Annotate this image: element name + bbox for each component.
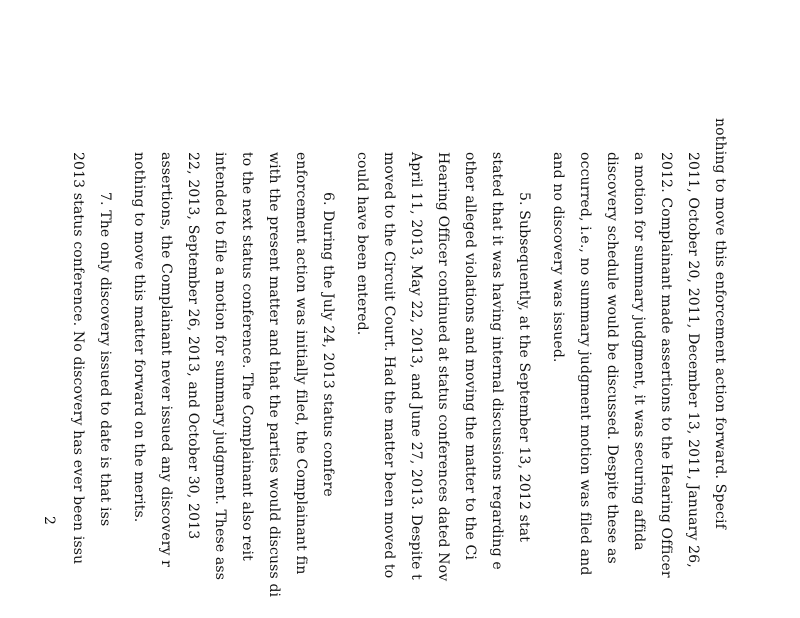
body-line: 6. During the July 24, 2013 status confere bbox=[320, 192, 336, 497]
body-line: 7. The only discovery issued to date is that iss bbox=[97, 192, 113, 527]
body-line: intended to file a motion for summary judgment. These ass bbox=[212, 152, 228, 581]
body-line: discovery schedule would be discussed. Despite these as bbox=[604, 152, 620, 564]
body-line: 2012. Complainant made assertions to the Hearing Officer bbox=[658, 152, 674, 578]
body-line: Hearing Officer continued at status conferences dated Nov bbox=[435, 152, 451, 582]
body-line: and no discovery was issued. bbox=[550, 152, 566, 363]
body-line: nothing to move this enforcement action forward. Specif bbox=[712, 118, 728, 529]
body-line: could have been entered. bbox=[354, 152, 370, 336]
body-line: April 11, 2013, May 22, 2013, and June 27, 2013. Despite t bbox=[408, 152, 424, 580]
body-line: 22, 2013, September 26, 2013, and October 30, 2013 bbox=[185, 152, 201, 540]
body-line: nothing to move this matter forward on the merits. bbox=[131, 152, 147, 523]
body-line: to the next status conference. The Complainant also reit bbox=[239, 152, 255, 561]
body-line: 2013 status conference. No discovery has ever been issu bbox=[70, 152, 86, 565]
page-number: 2 bbox=[41, 516, 57, 525]
body-line: occurred, i.e., no summary judgment motion was filed and bbox=[577, 152, 593, 576]
body-line: other alleged violations and moving the matter to the Ci bbox=[462, 152, 478, 561]
body-line: moved to the Circuit Court. Had the matter been moved to bbox=[381, 152, 397, 579]
body-line: stated that it was having internal discussions regarding e bbox=[489, 152, 505, 570]
body-line: assertions, the Complainant never issued any discovery r bbox=[158, 152, 174, 567]
body-line: with the present matter and that the parties would discuss di bbox=[266, 152, 282, 598]
body-line: enforcement action was initially filed, the Complainant fin bbox=[293, 152, 309, 575]
body-line: 2011, October 20, 2011, December 13, 2011, January 26, bbox=[685, 152, 701, 568]
body-line: a motion for summary judgment, it was securing affida bbox=[631, 152, 647, 551]
body-line: 5. Subsequently, at the September 13, 2012 stat bbox=[516, 192, 532, 543]
